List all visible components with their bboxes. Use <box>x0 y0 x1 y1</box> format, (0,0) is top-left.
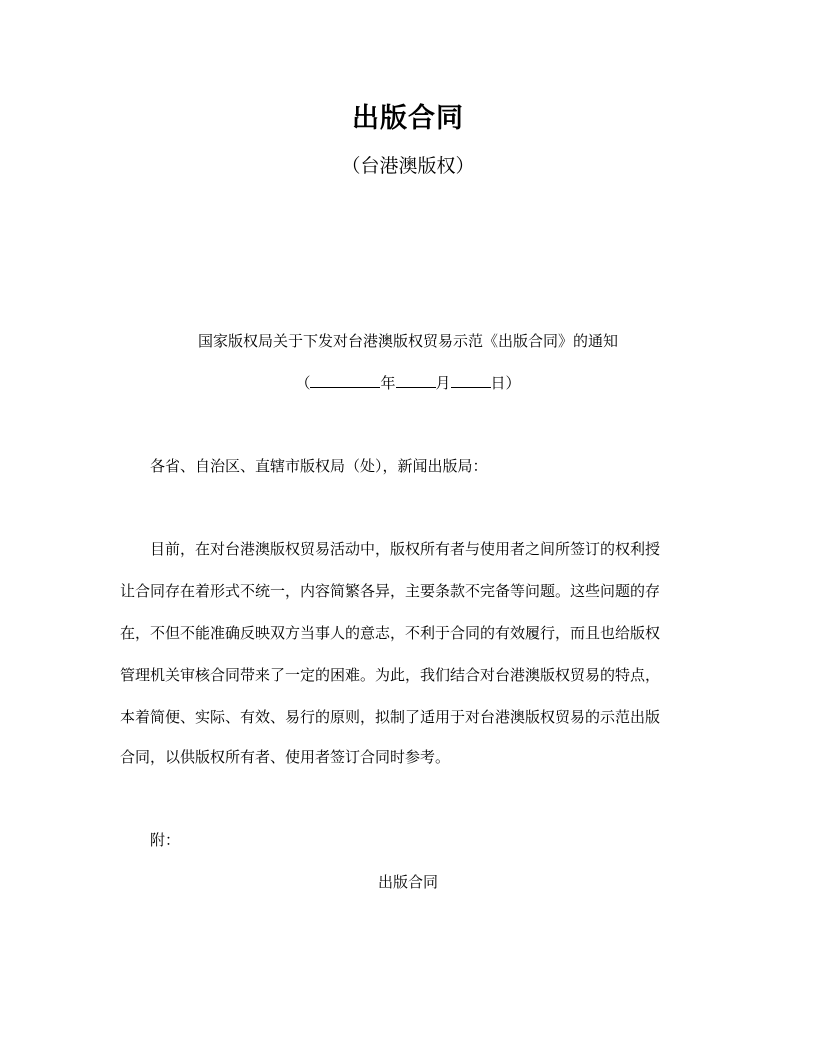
year-blank <box>310 373 380 388</box>
date-year: 年 <box>380 374 396 392</box>
month-blank <box>396 373 436 388</box>
body-line: 合同，以供版权所有者、使用者签订合同时参考。 <box>120 748 451 766</box>
body-line: 本着简便、实际、有效、易行的原则，拟制了适用于对台港澳版权贸易的示范出版 <box>120 708 661 726</box>
body-line: 让合同存在着形式不统一，内容简繁各异，主要条款不完备等问题。这些问题的存 <box>120 582 661 600</box>
body-line: 在，不但不能准确反映双方当事人的意志，不利于合同的有效履行，而且也给版权 <box>120 624 661 642</box>
date-month: 月 <box>435 374 451 392</box>
body-line: 目前，在对台港澳版权贸易活动中，版权所有者与使用者之间所签订的权利授 <box>150 540 661 558</box>
salutation: 各省、自治区、直辖市版权局（处），新闻出版局： <box>150 457 488 475</box>
attachment-label: 附： <box>150 831 181 849</box>
attachment-title: 出版合同 <box>377 873 438 891</box>
date-line <box>0 372 816 393</box>
date-open: （ <box>295 374 311 392</box>
notice-title: 国家版权局关于下发对台港澳版权贸易示范《出版合同》的通知 <box>197 332 618 350</box>
document-subtitle: （台港澳版权） <box>341 155 475 177</box>
day-blank <box>451 373 491 388</box>
document-title: 出版合同 <box>352 103 464 134</box>
body-line: 管理机关审核合同带来了一定的困难。为此，我们结合对台港澳版权贸易的特点， <box>120 666 661 684</box>
date-day: 日） <box>490 374 521 392</box>
